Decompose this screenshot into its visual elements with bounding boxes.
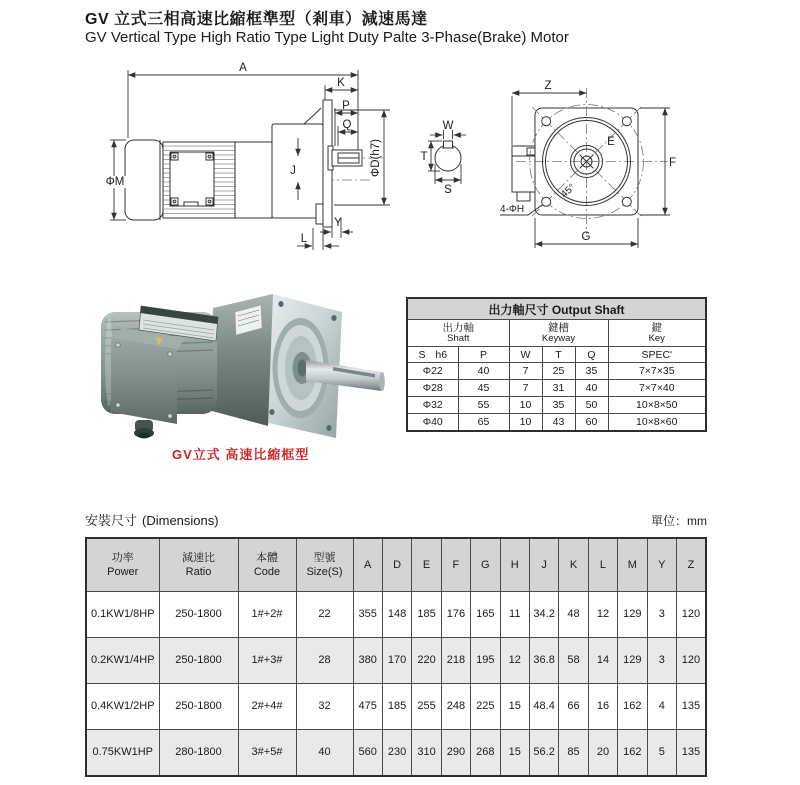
cell: 135 [676,684,706,730]
cell: 65 [458,414,509,432]
cell: 12 [588,592,617,638]
cell: 255 [412,684,441,730]
cell: 218 [441,638,470,684]
header-letter: D [382,538,411,592]
header-ratio [159,538,238,592]
motor-photo [85,290,405,440]
dim-label-z: Z [544,80,552,92]
dimensions-label-en: (Dimensions) [142,513,219,528]
header-letter: E [412,538,441,592]
cell: 560 [353,730,382,777]
cell: 1#+2# [238,592,296,638]
dim-label-f: F [669,157,677,169]
cell: 48 [559,592,588,638]
cell: 280-1800 [159,730,238,777]
dim-label-t: T [420,151,428,163]
dim-label-g: G [581,231,591,243]
power-kw: 0.4KW [90,700,124,713]
cell: 10 [509,397,542,414]
power-kw: 0.2KW [90,654,124,667]
cell: 40 [458,363,509,380]
group-keyway-en: Keyway [541,332,576,344]
table-row [407,380,706,397]
dim-label-k: K [337,77,345,89]
header-letter: J [529,538,558,592]
cell: 250-1800 [159,592,238,638]
cell: 3 [647,638,676,684]
output-shaft-table [406,297,707,432]
output-shaft-group-row [407,320,706,347]
cell: 7 [509,380,542,397]
cell: 120 [676,638,706,684]
header-size-cn: 型號 [313,551,336,564]
cell: Φ32 [407,397,458,414]
power-hp: 1HP [131,746,154,759]
table-row [407,397,706,414]
cell-power [86,730,159,777]
dim-label-l: L [300,233,308,245]
cell: 55 [458,397,509,414]
group-key-en: Key [648,332,665,344]
header-code-en: Code [253,566,281,578]
dimensions-table [85,537,707,777]
side-view-drawing [100,58,420,268]
angle-label: 45° [559,181,578,201]
cell: 290 [441,730,470,777]
header-letter: G [471,538,500,592]
cell: 11 [500,592,529,638]
cell: 120 [676,592,706,638]
power-kw: 0.75KW [92,746,132,759]
header-letter: Y [647,538,676,592]
header-power-en: Power [107,566,139,578]
cell: 36.8 [529,638,558,684]
cell: 3#+5# [238,730,296,777]
cell: 250-1800 [159,638,238,684]
col-w: W [509,347,542,363]
cell-power [86,638,159,684]
dim-label-m: ΦM [105,176,125,188]
cell: 66 [559,684,588,730]
cell: 7×7×35 [608,363,706,380]
cell: 250-1800 [159,684,238,730]
cell: 40 [575,380,608,397]
shaft-section-detail [435,141,461,171]
cell: 230 [382,730,411,777]
header-letter: Z [676,538,706,592]
cell: 3 [647,592,676,638]
output-shaft-title: 出力軸尺寸 Output Shaft [407,298,706,320]
cell: 355 [353,592,382,638]
group-key-cn: 鍵 [651,321,662,334]
cell: 22 [296,592,353,638]
holes-label: 4-ΦH [500,204,525,215]
cell: 16 [588,684,617,730]
cell: 380 [353,638,382,684]
photo-gearbox [208,294,273,426]
cell: 31 [542,380,575,397]
cell: 220 [412,638,441,684]
cell: 225 [471,684,500,730]
header-power [86,538,159,592]
page-title-cn: GV 立式三相高速比縮框準型（剎車）減速馬達 [85,11,428,28]
header-size [296,538,353,592]
group-shaft [407,320,509,347]
cell: 135 [676,730,706,777]
power-kw: 0.1KW [90,608,124,621]
table-row [86,730,706,777]
cell: 475 [353,684,382,730]
cell: 35 [542,397,575,414]
cell: 10×8×60 [608,414,706,432]
dimensions-section-label [85,510,219,529]
gear-housing [272,124,323,218]
cell: 162 [618,730,647,777]
table-row [407,363,706,380]
header-letter: K [559,538,588,592]
dim-label-j: J [290,165,296,177]
cell: 25 [542,363,575,380]
header-letter: M [618,538,647,592]
header-code-cn: 本體 [256,551,278,564]
cell: 248 [441,684,470,730]
table-row [86,684,706,730]
dim-label-p: P [342,100,350,112]
dim-label-s: S [444,184,452,196]
group-shaft-en: Shaft [447,332,470,344]
cell-power [86,684,159,730]
cell: 170 [382,638,411,684]
header-size-en: Size(S) [306,566,343,578]
group-key [608,320,706,347]
cell: 165 [471,592,500,638]
header-code [238,538,296,592]
dim-label-a: A [239,62,247,74]
page-title-en: GV Vertical Type High Ratio Type Light Duty Palte 3-Phase(Brake) Motor [85,29,569,46]
col-sh6: S h6 [407,347,458,363]
power-hp: 1/8HP [123,608,155,621]
cell: 14 [588,638,617,684]
group-keyway [509,320,608,347]
terminal-box-outline [512,146,535,201]
cell: 50 [575,397,608,414]
cell: 56.2 [529,730,558,777]
dimensions-header-row [86,538,706,592]
cell: 10×8×50 [608,397,706,414]
cell: 43 [542,414,575,432]
dim-label-q: Q [342,119,352,131]
dim-label-w: W [442,120,454,132]
col-spec: SPEC' [608,347,706,363]
output-shaft-header-row [407,347,706,363]
cell: 4 [647,684,676,730]
cell: 45 [458,380,509,397]
cell: 148 [382,592,411,638]
group-keyway-cn: 鍵槽 [548,321,569,334]
cell: 185 [382,684,411,730]
cell: 12 [500,638,529,684]
cell: 58 [559,638,588,684]
col-q: Q [575,347,608,363]
cell: 162 [618,684,647,730]
cell: 15 [500,730,529,777]
cell: 7×7×40 [608,380,706,397]
cell: 2#+4# [238,684,296,730]
cell: 48.4 [529,684,558,730]
dim-label-d: ΦD(h7) [370,139,382,177]
front-view-drawing [420,60,720,260]
dim-label-y: Y [334,217,342,229]
photo-terminal-box [111,328,186,439]
header-letter: F [441,538,470,592]
table-row [407,414,706,432]
cell-power [86,592,159,638]
dimensions-label-cn: 安裝尺寸 [85,513,138,528]
table-row [86,592,706,638]
cell: 35 [575,363,608,380]
power-hp: 1/2HP [123,700,155,713]
cell: 5 [647,730,676,777]
cell: 32 [296,684,353,730]
cell: 129 [618,592,647,638]
header-letter: A [353,538,382,592]
cell: Φ28 [407,380,458,397]
photo-caption: GV立式 高速比縮框型 [172,447,310,462]
col-t: T [542,347,575,363]
cell: 20 [588,730,617,777]
header-power-cn: 功率 [111,551,134,564]
power-hp: 1/4HP [123,654,155,667]
header-letter: L [588,538,617,592]
cell: 310 [412,730,441,777]
cell: 268 [471,730,500,777]
cell: Φ40 [407,414,458,432]
cell: 60 [575,414,608,432]
cell: 15 [500,684,529,730]
header-letter: H [500,538,529,592]
motor-outline [125,100,362,227]
header-ratio-en: Ratio [185,566,212,578]
output-shaft-title-row [407,298,706,320]
dim-label-e: E [607,136,615,148]
cell: 10 [509,414,542,432]
cell: Φ22 [407,363,458,380]
cell: 195 [471,638,500,684]
cell: 1#+3# [238,638,296,684]
group-shaft-cn: 出力軸 [442,321,474,334]
cell: 34.2 [529,592,558,638]
cell: 7 [509,363,542,380]
header-ratio-cn: 減速比 [182,551,215,564]
table-row [86,638,706,684]
cell: 185 [412,592,441,638]
cell: 28 [296,638,353,684]
cell: 85 [559,730,588,777]
unit-label: 單位：mm [651,514,707,528]
cell: 176 [441,592,470,638]
cell: 129 [618,638,647,684]
col-p: P [458,347,509,363]
cell: 40 [296,730,353,777]
